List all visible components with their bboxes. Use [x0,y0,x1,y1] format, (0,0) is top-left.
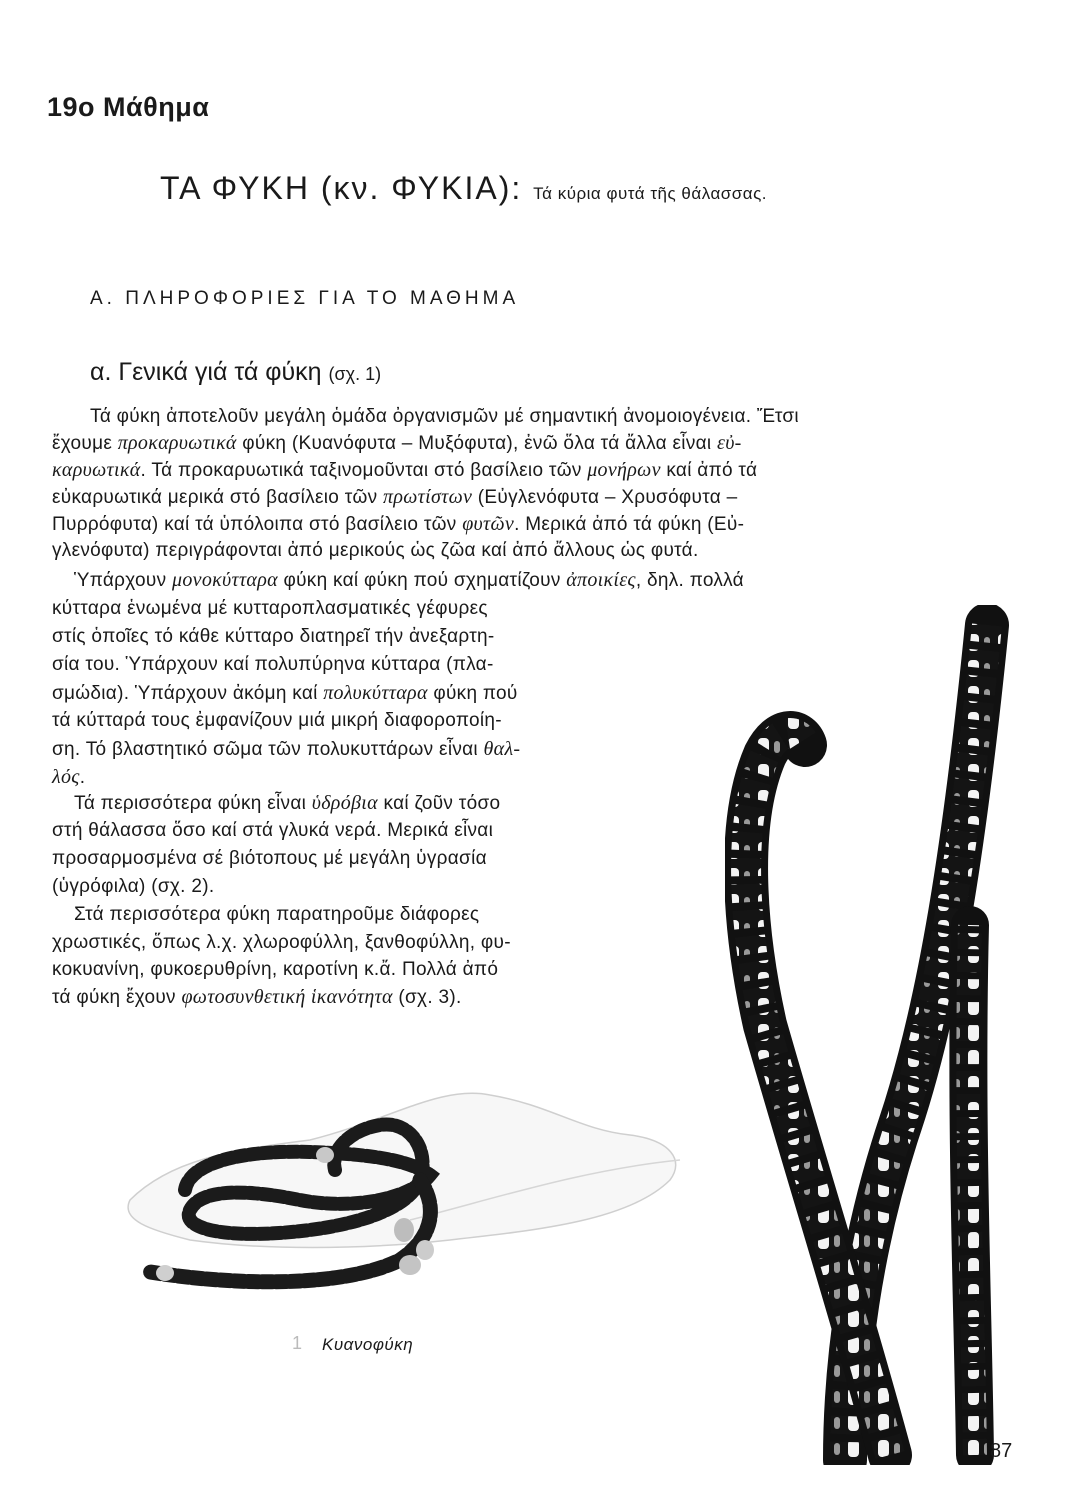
text-run: στή θάλασσα ὅσο καί στά γλυκά νερά. Μερικά εἶναι [52,820,494,841]
text-run: στίς ὁποῖες τό κάθε κύτταρο διατηρεῖ τήν ἀνεξαρτη- [52,626,495,647]
italic-term: ἀποικίες [566,569,636,591]
text-run: φύκη πού [427,683,518,704]
figure-caption: Κυανοφύκη [322,1335,414,1354]
text-line [52,484,738,511]
text-run: εὐκαρυωτικά μερικά στό βασίλειο τῶν [52,487,384,508]
lesson-label: 19ο Μάθημα [47,92,210,122]
text-run: (ὑγρόφιλα) (σχ. 2). [52,876,215,897]
text-line [52,984,462,1011]
text-run: (σχ. 3). [392,987,462,1008]
text-run: Πυρρόφυτα) καί τά ὑπόλοιπα στό βασίλειο τῶν [52,514,463,535]
text-line [52,680,518,707]
text-line [52,874,214,900]
text-line [52,957,498,983]
italic-term: μονήρων [587,459,661,481]
heterocyst [316,1147,334,1163]
text-line [52,818,493,844]
text-run: προσαρμοσμένα σέ βιότοπους μέ μεγάλη ὑγρασία [52,848,487,869]
page-title [160,170,767,207]
italic-term: μονοκύτταρα [172,569,278,591]
subsection-figure-ref: (σχ. 1) [328,364,382,384]
heterocyst [416,1240,434,1260]
text-run: . Τά προκαρυωτικά ταξινομοῦνται στό βασίλειο τῶν [140,460,588,481]
text-line [52,708,502,734]
italic-term: θαλ- [483,738,521,760]
italic-term: πρωτίστων [383,486,473,508]
text-line [52,457,757,484]
text-line [52,511,744,538]
heterocyst [156,1265,174,1281]
text-run: . Μερικά ἀπό τά φύκη (Εὐ- [514,514,745,535]
text-run: φύκη (Κυανόφυτα – Μυξόφυτα), ἐνῶ ὅλα τά ἄλλα εἶναι [236,433,718,454]
title-main: ΤΑ ΦΥΚΗ (κν. ΦΥΚΙΑ): [160,170,523,206]
text-line [52,596,488,622]
italic-term: προκαρυωτικά [117,432,237,454]
italic-term: πολυκύτταρα [323,682,428,704]
text-run: (Εὐγλενόφυτα – Χρυσόφυτα – [472,487,738,508]
text-line [52,736,520,763]
text-line [52,764,85,791]
text-line [52,652,494,678]
text-run: τά φύκη ἔχουν [52,987,182,1008]
italic-term: ὑδρόβια [311,792,378,814]
text-run: φύκη καί φύκη πού σχηματίζουν [277,570,567,591]
text-run: ἔχουμε [52,433,118,454]
heterocyst [399,1255,421,1275]
cyanobacteria-illustration [110,1080,690,1310]
text-line [52,430,742,457]
page-number: 87 [990,1440,1013,1462]
subsection-label: α. Γενικά γιά τά φύκη [90,358,322,386]
italic-term: λός [52,766,80,788]
text-line [90,404,799,430]
section-heading: Α. ΠΛΗΡΟΦΟΡΙΕΣ ΓΙΑ ΤΟ ΜΑΘΗΜΑ [90,288,520,309]
figure-number: 1 [292,1333,303,1353]
text-line [74,790,500,817]
italic-term: φυτῶν [462,513,515,535]
text-run: Τά περισσότερα φύκη εἶναι [74,793,312,814]
text-run: καί ζοῦν τόσο [377,793,501,814]
text-run: σμώδια). Ὑπάρχουν ἀκόμη καί [52,683,324,704]
text-run: γλενόφυτα) περιγράφονται ἀπό μερικούς ὡς ζῶα καί ἀπό ἄλλους ὡς φυτά. [52,540,699,561]
text-line [52,538,699,564]
text-run: χρωστικές, ὅπως λ.χ. χλωροφύλλη, ξανθοφύλλη, φυ- [52,932,511,953]
title-subtitle: Τά κύρια φυτά τῆς θάλασσας. [533,184,768,203]
text-run: σία του. Ὑπάρχουν καί πολυπύρηνα κύτταρα (πλα- [52,654,494,675]
subsection-heading [90,358,381,387]
algae-filaments-illustration [725,605,1065,1465]
text-line [52,624,495,650]
text-run: , δηλ. πολλά [635,570,744,591]
text-run: Τά φύκη ἀποτελοῦν μεγάλη ὁμάδα ὀργανισμῶν μέ σημαντική ἀνομοιογένεια. Ἔτσι [90,406,799,427]
text-run: Στά περισσότερα φύκη παρατηροῦμε διάφορες [74,904,480,925]
text-line [74,567,744,594]
text-run: ση. Τό βλαστητικό σῶμα τῶν πολυκυττάρων εἶναι [52,739,484,760]
filament-short-cells [968,925,975,1455]
text-run: τά κύτταρά τους ἐμφανίζουν μιά μικρή διαφοροποίη- [52,710,502,731]
italic-term: εὐ- [717,432,742,454]
text-run: κοκυανίνη, φυκοερυθρίνη, καροτίνη κ.ἄ. Πολλά ἀπό [52,959,499,980]
text-run: καί ἀπό τά [660,460,758,481]
italic-term: καρυωτικά [52,459,141,481]
text-run: Ὑπάρχουν [74,570,172,591]
text-run: κύτταρα ἑνωμένα μέ κυτταροπλασματικές γέφυρες [52,598,488,619]
text-line [74,902,479,928]
text-run: . [79,767,86,788]
text-line [52,846,487,872]
heterocyst [394,1218,414,1242]
italic-term: φωτοσυνθετική ἱκανότητα [181,986,393,1008]
text-line [52,930,511,956]
